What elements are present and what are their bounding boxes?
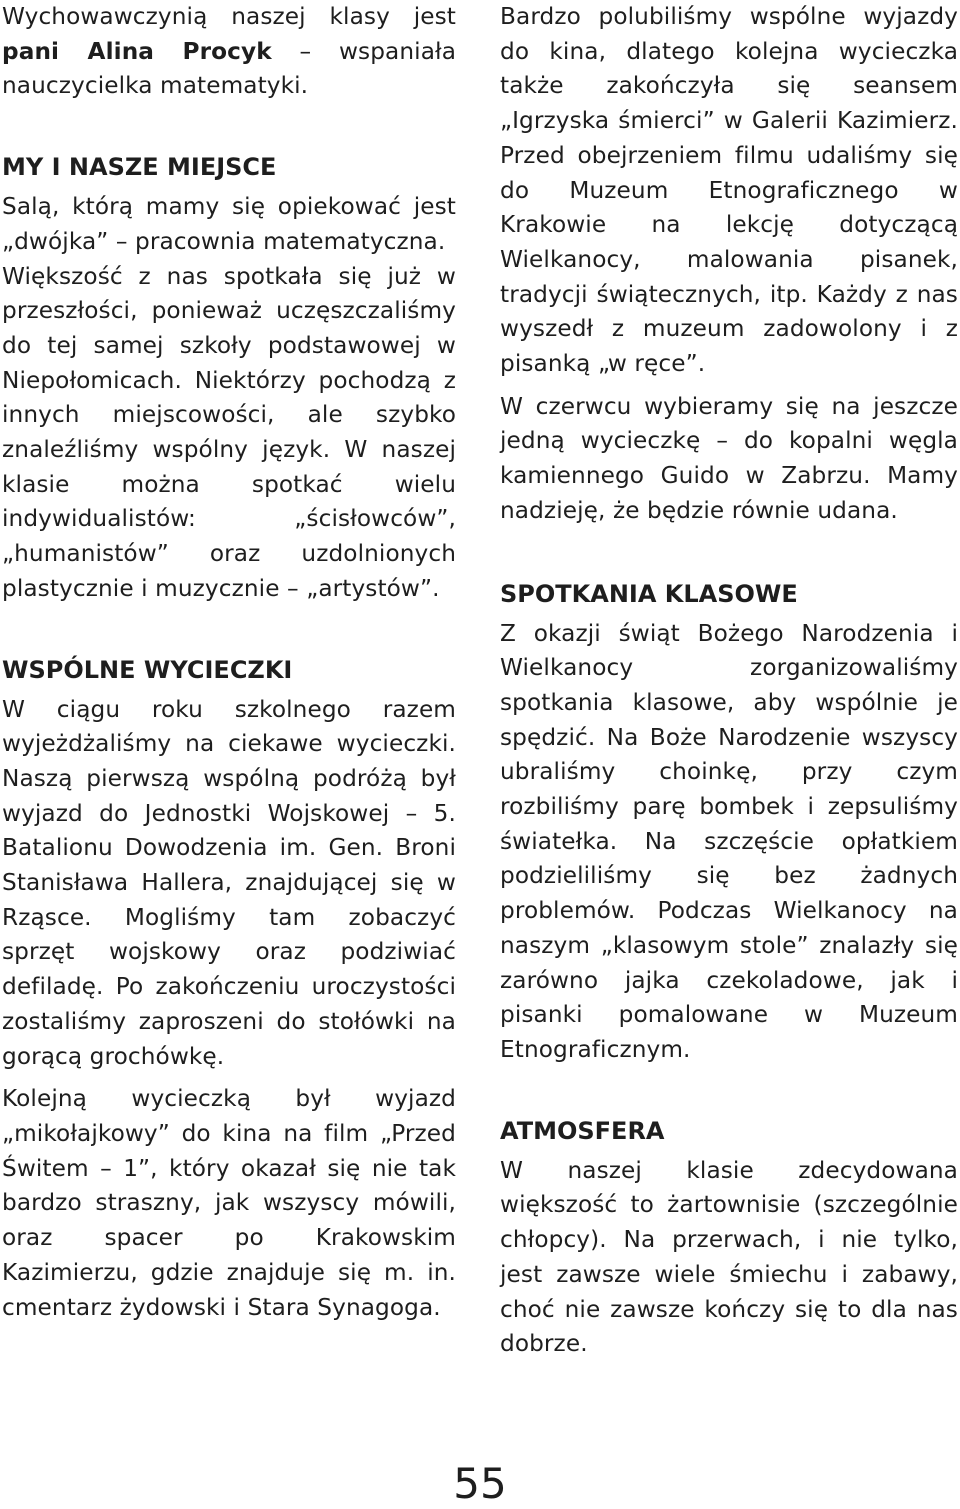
meetings-paragraph: Z okazji świąt Bożego Narodzenia i Wielkanocy zorganizowaliśmy spotkania klasowe, aby wspólnie je spędzić. Na Boże Narodzenie wszyscy ubraliśmy choinkę, przy czym rozbiliśmy parę bombek i zepsuliśmy światełka. Na szczęście opłatkiem podzieliliśmy się bez żadnych problemów. Podczas Wielkanocy na naszym „klasowym stole” znalazły się zarówno jajka czekoladowe, jak i pisanki pomalowane w Muzeum Etnograficznym. [500,619,958,1063]
place-paragraph-1: Salą, którą mamy się opiekować jest „dwójka” – pracownia matematyczna. [2,193,456,255]
section-heading-meetings: SPOTKANIA KLASOWE [500,579,798,608]
section-heading-place: MY I NASZE MIEJSCE [2,153,277,182]
section-heading-atmosphere: ATMOSFERA [500,1116,665,1145]
atmosphere-paragraph: W naszej klasie zdecydowana większość to żartownisie (szczególnie chłopcy). Na przerwach, i nie tylko, jest zawsze wiele śmiechu i zabawy, choć nie zawsze kończy się to dla nas dobrze. [500,1156,958,1358]
trips-paragraph-1: W ciągu roku szkolnego razem wyjeżdżaliśmy na ciekawe wycieczki. Naszą pierwszą wspólną podróżą był wyjazd do Jednostki Wojskowej – 5. Batalionu Dowodzenia im. Gen. Broni Stanisława Hallera, znajdującej się w Rząsce. Mogliśmy tam zobaczyć sprzęt wojskowy oraz podziwiać defiladę. Po zakończeniu uroczystości zostaliśmy zaproszeni do stołówki na gorącą grochówkę. [2,695,456,1070]
intro-paragraph [2,0,456,104]
trips-paragraph-2: Kolejną wycieczką był wyjazd „mikołajkowy” do kina na film „Przed Świtem – 1”, który okazał się nie tak bardzo straszny, jak wszyscy mówili, oraz spacer po Krakowskim Kazimierzu, gdzie znajduje się m. in. cmentarz żydowski i Stara Synagoga. [2,1085,456,1321]
trips-continued-paragraph-2: W czerwcu wybieramy się na jeszcze jedną wycieczkę – do kopalni węgla kamiennego Guido w Zabrzu. Mamy nadzieję, że będzie równie udana. [500,392,958,524]
place-paragraph-2: Większość z nas spotkała się już w przeszłości, ponieważ uczęszczaliśmy do tej samej szkoły podstawowej w Niepołomicach. Niektórzy pochodzą z innych miejscowości, ale szybko znaleźliśmy wspólny język. W naszej klasie można spotkać wielu indywidualistów: „ścisłowców”, „humanistów” oraz uzdolnionych plastycznie i muzycznie – „artystów”. [2,262,456,602]
trips-continued-paragraph-1: Bardzo polubiliśmy wspólne wyjazdy do kina, dlatego kolejna wycieczka także zakończyła się seansem „Igrzyska śmierci” w Galerii Kazimierz. Przed obejrzeniem filmu udaliśmy się do Muzeum Etnograficznego w Krakowie na lekcję dotyczącą Wielkanocy, malowania pisanek, tradycji świątecznych, itp. Każdy z nas wyszedł z muzeum zadowolony i z pisanką „w ręce”. [500,3,958,378]
intro-text-before: Wychowawczynią naszej klasy jest [2,3,456,30]
left-column [2,0,456,1325]
intro-text-after: – wspaniała nauczycielka matematyki. [2,37,456,100]
right-column [500,0,958,1362]
page-number: 55 [453,1459,507,1508]
teacher-name: pani Alina Procyk [2,37,272,65]
section-heading-trips: WSPÓLNE WYCIECZKI [2,655,293,684]
